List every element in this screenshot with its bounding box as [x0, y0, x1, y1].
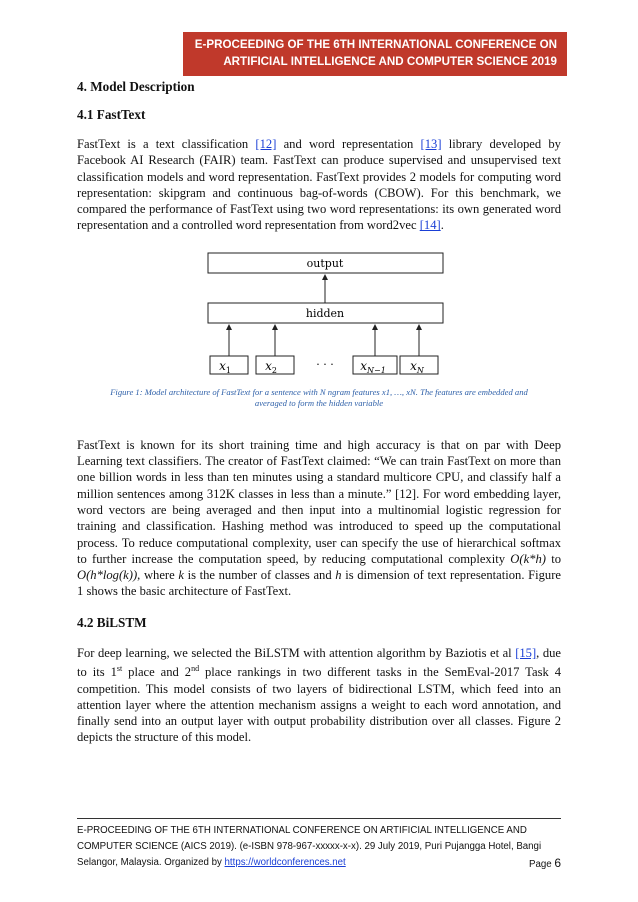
citation-link-12[interactable]: [12] — [255, 137, 277, 151]
banner-line-2: ARTIFICIAL INTELLIGENCE AND COMPUTER SCIENCE 2019 — [223, 55, 557, 68]
footer-line-2: COMPUTER SCIENCE (AICS 2019). (e-ISBN 978-967-xxxxx-x-x). 29 July 2019, Puri Pujangga Hotel, Bangi — [77, 841, 542, 852]
footer-line-3 — [77, 855, 561, 871]
variable-k: k — [178, 568, 184, 583]
text-span: is the number of classes and — [183, 568, 336, 583]
superscript: nd — [191, 664, 200, 674]
page-label: Page — [528, 859, 555, 870]
page-number — [529, 855, 561, 873]
text-span: , due to its 1 — [77, 645, 561, 680]
text-span: to — [545, 551, 561, 566]
text-span: place and 2 — [122, 665, 192, 680]
text-span: library developed by Facebook AI Research (FAIR) team. FastText can produce supervised and unsupervised text classification models and word representation. FastText provides 2 models for computing word representation: skipgram and continuous bag-of-words (CBOW). For this benchmark, we compared the performance of FastText using two word representations: its own generated word representation and a controlled word representation from word2vec — [77, 137, 561, 233]
footer-line-1: E-PROCEEDING OF THE 6TH INTERNATIONAL CONFERENCE ON ARTIFICIAL INTELLIGENCE AND — [77, 825, 527, 836]
ellipsis-dots: · · · — [316, 357, 334, 371]
caption-line-1: Figure 1: Model architecture of FastText for a sentence with N ngram features x1, …, xN. The features are embedded and — [110, 386, 528, 397]
page-number-value: 6 — [554, 856, 561, 870]
paragraph-bilstm — [77, 645, 561, 746]
main-content — [77, 78, 561, 746]
formula-complexity-2: O(h*log(k)) — [77, 568, 138, 583]
hidden-label: hidden — [305, 306, 345, 320]
input-label-2: $x_2$ — [265, 358, 277, 375]
citation-link-14[interactable]: [14] — [419, 218, 441, 233]
text-span: FastText is a text classification — [77, 137, 256, 151]
paragraph-fasttext-details — [77, 437, 561, 600]
text-span: Selangor, Malaysia. Organized by — [77, 857, 225, 868]
text-span: . — [440, 218, 444, 233]
text-span: is dimension of text representation. Figure 1 shows the basic architecture of FastText. — [77, 568, 561, 599]
input-label-1: $x_1$ — [219, 358, 231, 375]
text-span: FastText is known for its short training time and high accuracy is that on par with Deep Learning text classifiers. The creator of FastText claimed: “We can train FastText on more than one billion words in less than ten minutes using a standard multicore CPU, and classify half a million sentences among 312K classes in less than a minute.” [12]. For word embedding layer, word vectors are being averaged and then input into a multinomial logistic regression for training and classification. Hashing method was introduced to speed up the computational process. To reduce computational complexity, user can specify the use of hierarchical softmax to further increase the computation speed, by reducing computational complexity — [77, 437, 561, 566]
fasttext-architecture-figure — [77, 248, 561, 378]
text-span: , where — [137, 568, 179, 583]
conference-banner — [183, 32, 567, 76]
caption-line-2: averaged to form the hidden variable — [254, 398, 384, 409]
input-label-3: $x_{N-1}$ — [360, 358, 386, 375]
website-link[interactable]: https://worldconferences.net — [224, 857, 346, 868]
banner-line-1: E-PROCEEDING OF THE 6TH INTERNATIONAL CONFERENCE ON — [194, 38, 557, 51]
text-span: and word representation — [276, 137, 421, 151]
paragraph-fasttext-intro — [77, 136, 561, 234]
subsection-title-fasttext: 4.1 FastText — [77, 107, 146, 122]
citation-link-13[interactable]: [13] — [420, 137, 442, 151]
page-footer — [77, 823, 561, 873]
variable-h: h — [335, 568, 342, 583]
citation-link-15[interactable]: [15] — [515, 645, 537, 660]
formula-complexity-1: O(k*h) — [510, 551, 546, 566]
superscript: st — [116, 664, 123, 674]
section-title: 4. Model Description — [77, 79, 195, 94]
input-label-4: $x_N$ — [410, 358, 424, 375]
output-label: output — [306, 256, 344, 270]
subsection-title-bilstm: 4.2 BiLSTM — [77, 614, 147, 630]
figure-caption — [77, 387, 561, 410]
text-span: place rankings in two different tasks in the SemEval-2017 Task 4 competition. This model consists of two layers of bidirectional LSTM, which feed into an attention layer where the attention mechanism assigns a weight to each word annotation, and finally send into an output layer with output probability distribution over all classes. Figure 2 depicts the structure of this model. — [77, 665, 561, 745]
footer-divider — [77, 818, 561, 819]
text-span: For deep learning, we selected the BiLSTM with attention algorithm by Baziotis et al — [77, 645, 516, 660]
